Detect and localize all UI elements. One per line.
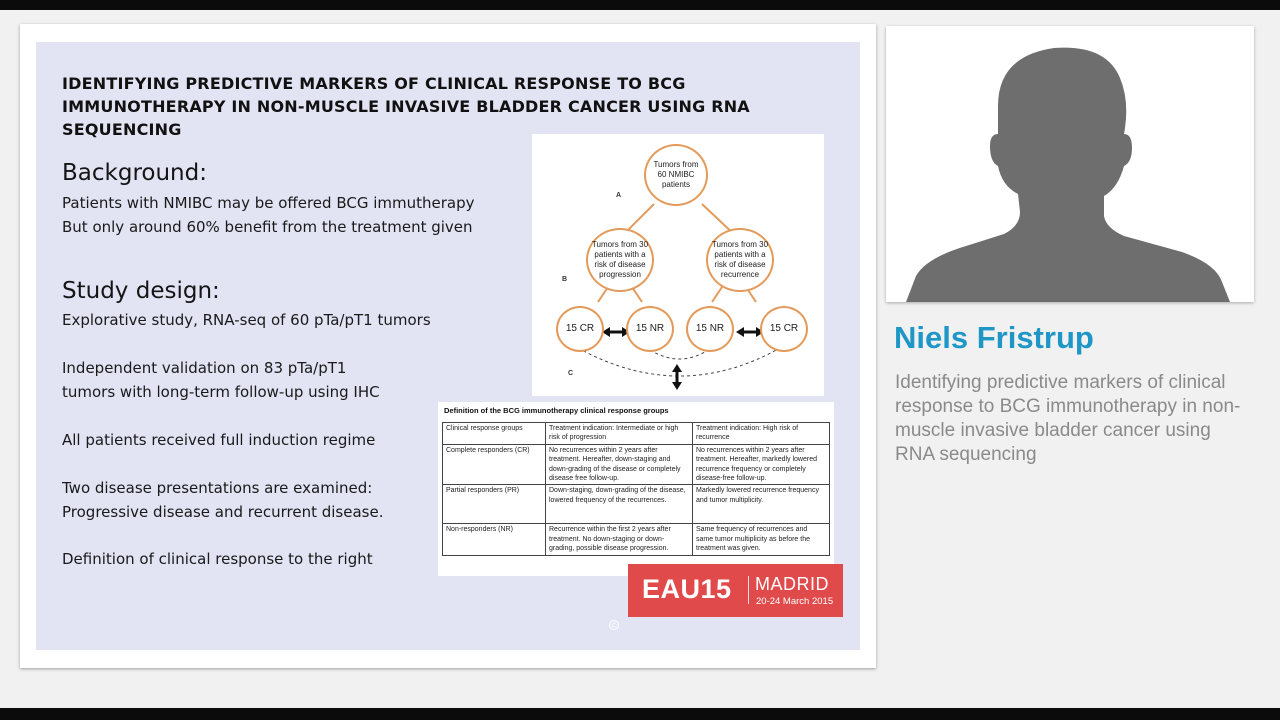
- diagram-label-a: A: [616, 192, 622, 199]
- background-line: But only around 60% benefit from the treatment given: [62, 218, 473, 236]
- description-line: Identifying predictive markers of clinical: [895, 372, 1226, 393]
- study-line: Definition of clinical response to the right: [62, 550, 373, 568]
- study-line: All patients received full induction regime: [62, 431, 376, 449]
- study-line: tumors with long-term follow-up using IHC: [62, 383, 380, 401]
- diagram-node-nr-left: 15 NR: [626, 306, 674, 352]
- top-letterbox: [0, 0, 1280, 10]
- table-row: [443, 423, 830, 445]
- study-diagram: [532, 134, 824, 396]
- description-line: muscle invasive bladder cancer using: [895, 420, 1211, 441]
- table-cell: Non-responders (NR): [443, 524, 546, 555]
- study-design-heading: Study design:: [62, 278, 220, 304]
- logo-divider: [748, 576, 749, 604]
- diagram-node-root: Tumors from 60 NMIBC patients: [644, 144, 708, 206]
- table-cell: No recurrences within 2 years after treatment. Hereafter, down-staging and down-grading of the disease or completely disease free follow-up.: [546, 444, 693, 485]
- background-heading: Background:: [62, 160, 207, 186]
- table-cell: No recurrences within 2 years after treatment. Hereafter, markedly lowered recurrence frequency or completely disease-free follow-up.: [693, 444, 830, 485]
- logo-brand: EAU15: [642, 574, 732, 604]
- speaker-photo: [886, 26, 1254, 302]
- table-title: Definition of the BCG immunotherapy clinical response groups: [444, 406, 669, 415]
- diagram-label-b: B: [562, 276, 568, 283]
- study-line: Independent validation on 83 pTa/pT1: [62, 359, 347, 377]
- table-cell: Treatment indication: High risk of recurrence: [693, 423, 830, 445]
- table-row: [443, 524, 830, 555]
- talk-description: [895, 371, 1265, 467]
- table-cell: Markedly lowered recurrence frequency and tumor multiplicity.: [693, 485, 830, 524]
- bottom-letterbox: [0, 708, 1280, 720]
- table-row: [443, 444, 830, 485]
- diagram-node-progression: Tumors from 30 patients with a risk of disease progression: [586, 228, 654, 292]
- diagram-node-cr-right: 15 CR: [760, 306, 808, 352]
- diagram-node-recurrence: Tumors from 30 patients with a risk of disease recurrence: [706, 228, 774, 292]
- title-line: IMMUNOTHERAPY IN NON-MUSCLE INVASIVE BLADDER CANCER USING RNA: [62, 97, 750, 116]
- response-definition-table: [438, 402, 834, 576]
- description-line: response to BCG immunotherapy in non-: [895, 396, 1241, 417]
- table-cell: Recurrence within the first 2 years after treatment. No down-staging or down-grading, possible disease progression.: [546, 524, 693, 555]
- table-cell: Same frequency of recurrences and same tumor multiplicity as before the treatment was given.: [693, 524, 830, 555]
- background-line: Patients with NMIBC may be offered BCG immutherapy: [62, 194, 475, 212]
- slide-title: [62, 72, 782, 141]
- logo-dates: 20-24 March 2015: [756, 596, 834, 607]
- diagram-node-cr-left: 15 CR: [556, 306, 604, 352]
- table-cell: Clinical response groups: [443, 423, 546, 445]
- logo-city: MADRID: [755, 574, 829, 594]
- table-cell: Complete responders (CR): [443, 444, 546, 485]
- person-silhouette-icon: [886, 26, 1254, 302]
- table-row: [443, 485, 830, 524]
- definition-table: [442, 422, 830, 556]
- title-line: IDENTIFYING PREDICTIVE MARKERS OF CLINICAL RESPONSE TO BCG: [62, 74, 686, 93]
- copyright-icon: ©: [610, 622, 618, 630]
- description-line: RNA sequencing: [895, 444, 1037, 465]
- speaker-name: Niels Fristrup: [894, 320, 1094, 355]
- diagram-node-nr-right: 15 NR: [686, 306, 734, 352]
- table-cell: Partial responders (PR): [443, 485, 546, 524]
- study-line: Two disease presentations are examined:: [62, 479, 373, 497]
- study-line: Explorative study, RNA-seq of 60 pTa/pT1 tumors: [62, 311, 431, 329]
- title-line: SEQUENCING: [62, 120, 182, 139]
- diagram-label-c: C: [568, 370, 574, 377]
- table-cell: Treatment indication: Intermediate or high risk of progression: [546, 423, 693, 445]
- slide-panel: [20, 24, 876, 668]
- study-line: Progressive disease and recurrent disease.: [62, 503, 384, 521]
- table-cell: Down-staging, down-grading of the disease, lowered frequency of the recurrences.: [546, 485, 693, 524]
- eau15-madrid-logo: [628, 564, 843, 617]
